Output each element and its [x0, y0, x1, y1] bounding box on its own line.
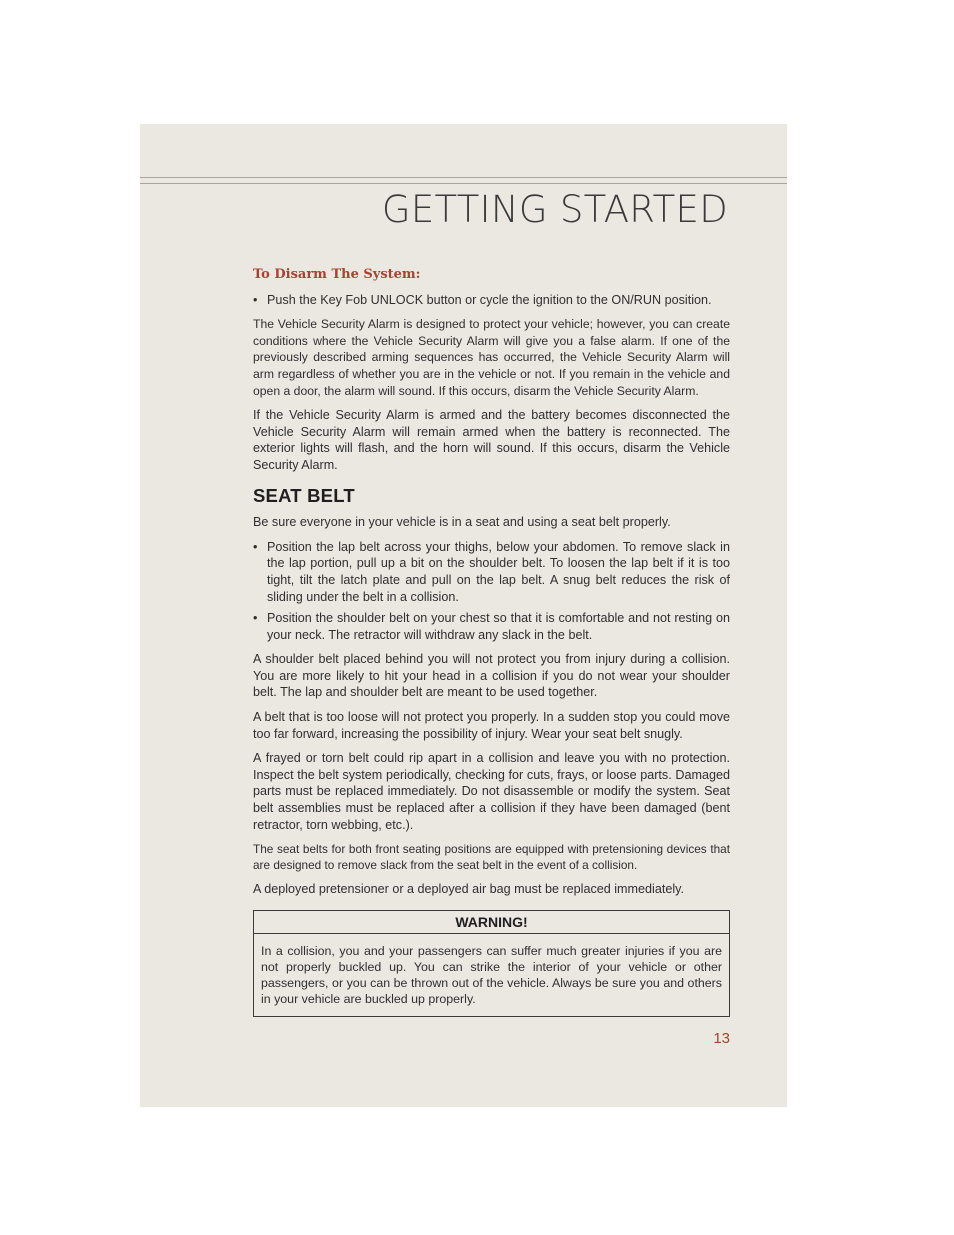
paragraph: A belt that is too loose will not protect you properly. In a sudden stop you could move too far forward, increasing the possibility of injury. Wear your seat belt snugly. [253, 710, 730, 741]
warning-text: In a collision, you and your passengers can suffer much greater injuries if you are not properly buckled up. You can strike the interior of your vehicle or other passengers, or you can be thrown out of the vehicle. Always be sure you and others in your vehicle are buckled up properly. [261, 944, 722, 1007]
manual-page [140, 124, 787, 1107]
paragraph: A deployed pretensioner or a deployed air bag must be replaced immediately. [253, 882, 685, 897]
seat-belt-bullet-list [253, 539, 730, 644]
list-item [253, 610, 730, 643]
paragraph: If the Vehicle Security Alarm is armed and the battery becomes disconnected the Vehicle Security Alarm will remain armed when the battery is reconnected. The exterior lights will flash, and the horn will sound. If this occurs, disarm the Vehicle Security Alarm. [253, 408, 730, 472]
seat-belt-heading: SEAT BELT [253, 484, 355, 506]
section-title: GETTING STARTED [381, 188, 728, 231]
page-content [253, 267, 730, 1017]
paragraph: The Vehicle Security Alarm is designed to protect your vehicle; however, you can create conditions where the Vehicle Security Alarm will give you a false alarm. If one of the previously described arming sequences has occurred, the Vehicle Security Alarm will arm regardless of whether you are in the vehicle or not. If you remain in the vehicle and open a door, the alarm will sound. If this occurs, disarm the Vehicle Security Alarm. [253, 317, 730, 398]
bullet-icon: • [253, 292, 258, 307]
bullet-icon: • [253, 539, 258, 554]
list-item-text: Position the shoulder belt on your chest so that it is comfortable and not resting on your neck. The retractor will withdraw any slack in the belt. [267, 611, 730, 642]
warning-title: WARNING! [254, 911, 729, 935]
header-rule-bottom [140, 183, 787, 184]
paragraph: A shoulder belt placed behind you will not protect you from injury during a collision. You are more likely to hit your head in a collision if you do not wear your shoulder belt. The lap and shoulder belt are meant to be used together. [253, 652, 730, 700]
list-item [253, 539, 730, 605]
list-item [253, 292, 730, 309]
paragraph: The seat belts for both front seating positions are equipped with pretensioning devices that are designed to remove slack from the seat belt in the event of a collision. [253, 842, 730, 873]
disarm-bullet-list [253, 292, 730, 309]
disarm-subhead: To Disarm The System: [253, 267, 421, 282]
bullet-icon: • [253, 611, 258, 626]
list-item-text: Push the Key Fob UNLOCK button or cycle the ignition to the ON/RUN position. [267, 292, 712, 307]
header-rule-top [140, 177, 787, 178]
page-number: 13 [713, 1030, 730, 1047]
list-item-text: Position the lap belt across your thighs, below your abdomen. To remove slack in the lap portion, pull up a bit on the shoulder belt. To loosen the lap belt if it is too tight, tilt the latch plate and pull on the lap belt. A snug belt reduces the risk of sliding under the belt in a collision. [267, 539, 730, 604]
warning-box [253, 910, 730, 1018]
paragraph: Be sure everyone in your vehicle is in a seat and using a seat belt properly. [253, 515, 671, 530]
paragraph: A frayed or torn belt could rip apart in a collision and leave you with no protection. Inspect the belt system periodically, checking for cuts, frays, or loose parts. Damaged parts must be replaced immediately. Do not disassemble or modify the system. Seat belt assemblies must be replaced after a collision if they have been damaged (bent retractor, torn webbing, etc.). [253, 751, 730, 832]
